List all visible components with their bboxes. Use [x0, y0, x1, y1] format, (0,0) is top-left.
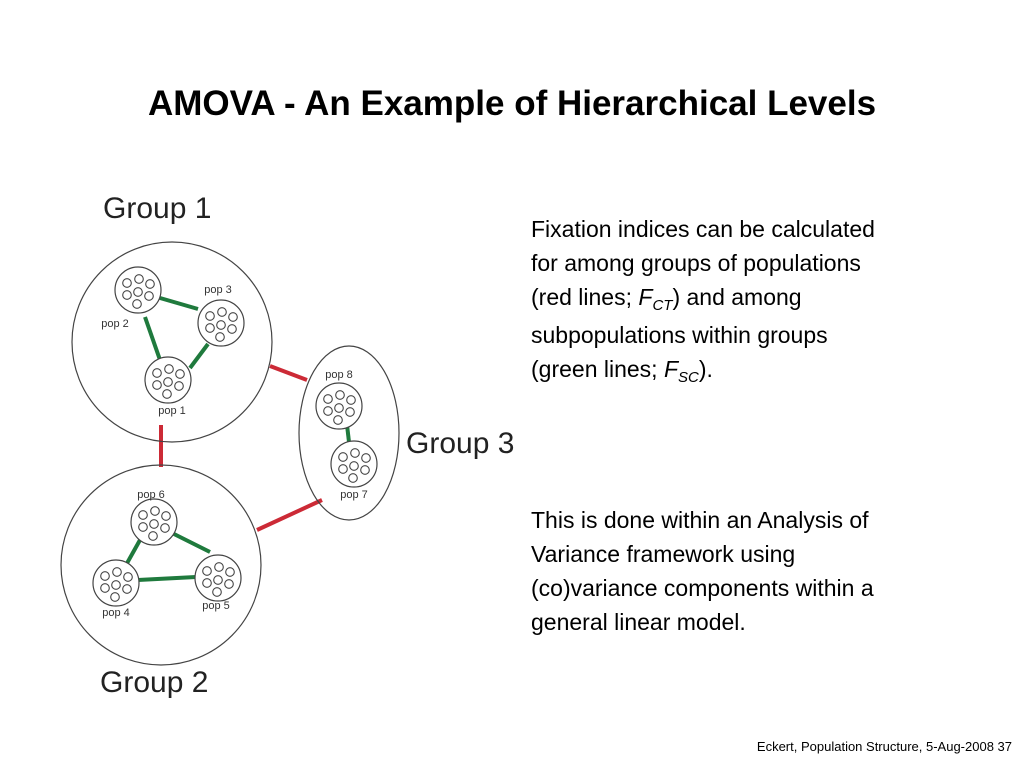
- slide-footer: Eckert, Population Structure, 5-Aug-2008 37: [756, 739, 1012, 754]
- pop6-individual: [149, 532, 158, 541]
- para2-line3: (co)variance components within a: [531, 575, 874, 601]
- group3-label: Group 3: [406, 427, 515, 460]
- pop8-individual: [334, 416, 343, 425]
- pop2-individual: [123, 291, 132, 300]
- population-nodes: [93, 267, 377, 619]
- pop3-individual: [217, 321, 226, 330]
- pop6-individual: [150, 520, 159, 529]
- group2-label: Group 2: [100, 666, 209, 699]
- green-line-pop2-pop1: [145, 317, 160, 360]
- pop3-individual: [216, 333, 225, 342]
- fixation-indices-paragraph: [531, 212, 971, 390]
- pop5-individual: [214, 576, 223, 585]
- green-line-pop2-pop3: [160, 298, 198, 309]
- fsc-subscript: SC: [678, 369, 699, 386]
- para1-line5-pre: (green lines;: [531, 356, 664, 382]
- pop6-individual: [161, 524, 170, 533]
- para2-line4: general linear model.: [531, 609, 746, 635]
- pop5-label: pop 5: [202, 600, 230, 612]
- pop1-individual: [175, 382, 184, 391]
- pop7-individual: [350, 462, 359, 471]
- pop6-individual: [139, 511, 148, 520]
- pop1-individual: [163, 390, 172, 399]
- red-line-group1-group3: [270, 366, 307, 380]
- pop7-individual: [361, 466, 370, 475]
- pop1-individual: [153, 381, 162, 390]
- pop6-individual: [139, 523, 148, 532]
- pop7-individual: [362, 454, 371, 463]
- pop5-individual: [203, 567, 212, 576]
- pop8-individual: [324, 395, 333, 404]
- green-line-pop3-pop1: [190, 344, 208, 368]
- para1-line2: for among groups of populations: [531, 250, 861, 276]
- pop4-individual: [101, 584, 110, 593]
- pop2-individual: [135, 275, 144, 284]
- pop1-individual: [164, 378, 173, 387]
- red-line-group2-group3: [257, 500, 322, 530]
- amova-diagram: [50, 180, 530, 710]
- pop8-individual: [324, 407, 333, 416]
- pop6-individual: [162, 512, 171, 521]
- amova-framework-paragraph: [531, 503, 971, 639]
- pop8-individual: [346, 408, 355, 417]
- pop4-individual: [112, 581, 121, 590]
- pop3-individual: [228, 325, 237, 334]
- pop1-label: pop 1: [158, 405, 186, 417]
- pop7-individual: [339, 465, 348, 474]
- pop4-label: pop 4: [102, 607, 130, 619]
- pop8-individual: [336, 391, 345, 400]
- pop6-label: pop 6: [137, 489, 165, 501]
- pop5-individual: [203, 579, 212, 588]
- pop4-individual: [111, 593, 120, 602]
- pop2-individual: [123, 279, 132, 288]
- pop3-individual: [218, 308, 227, 317]
- para2-line2: Variance framework using: [531, 541, 796, 567]
- pop8-individual: [335, 404, 344, 413]
- pop5-individual: [225, 580, 234, 589]
- pop2-individual: [146, 280, 155, 289]
- fct-symbol: F: [638, 284, 653, 310]
- slide-title: AMOVA - An Example of Hierarchical Levels: [147, 84, 877, 123]
- pop8-label: pop 8: [325, 369, 353, 381]
- pop4-individual: [101, 572, 110, 581]
- para1-line3-post: ) and among: [672, 284, 802, 310]
- para2-line1: This is done within an Analysis of: [531, 507, 869, 533]
- pop4-individual: [123, 585, 132, 594]
- green-line-pop4-pop5: [138, 577, 196, 580]
- pop4-individual: [124, 573, 133, 582]
- para1-line4: subpopulations within groups: [531, 322, 828, 348]
- pop7-individual: [351, 449, 360, 458]
- pop7-label: pop 7: [340, 489, 368, 501]
- pop5-individual: [226, 568, 235, 577]
- pop3-individual: [229, 313, 238, 322]
- pop5-individual: [215, 563, 224, 572]
- pop1-individual: [165, 365, 174, 374]
- pop8-individual: [347, 396, 356, 405]
- pop6-individual: [151, 507, 160, 516]
- fsc-symbol: F: [663, 356, 679, 382]
- para1-line1: Fixation indices can be calculated: [531, 216, 875, 242]
- green-line-pop6-pop4: [126, 540, 140, 565]
- pop3-individual: [206, 312, 215, 321]
- pop5-individual: [213, 588, 222, 597]
- pop2-individual: [133, 300, 142, 309]
- pop7-individual: [339, 453, 348, 462]
- para1-line3-pre: (red lines;: [531, 284, 639, 310]
- fct-subscript: CT: [652, 297, 673, 314]
- pop1-individual: [176, 370, 185, 379]
- pop4-individual: [113, 568, 122, 577]
- pop2-label: pop 2: [101, 318, 129, 330]
- pop2-individual: [134, 288, 143, 297]
- para1-line5-post: ).: [698, 356, 713, 382]
- pop1-individual: [153, 369, 162, 378]
- pop3-label: pop 3: [204, 284, 232, 296]
- group1-label: Group 1: [103, 192, 212, 225]
- green-line-pop6-pop5: [174, 534, 210, 552]
- pop3-individual: [206, 324, 215, 333]
- pop7-individual: [349, 474, 358, 483]
- pop2-individual: [145, 292, 154, 301]
